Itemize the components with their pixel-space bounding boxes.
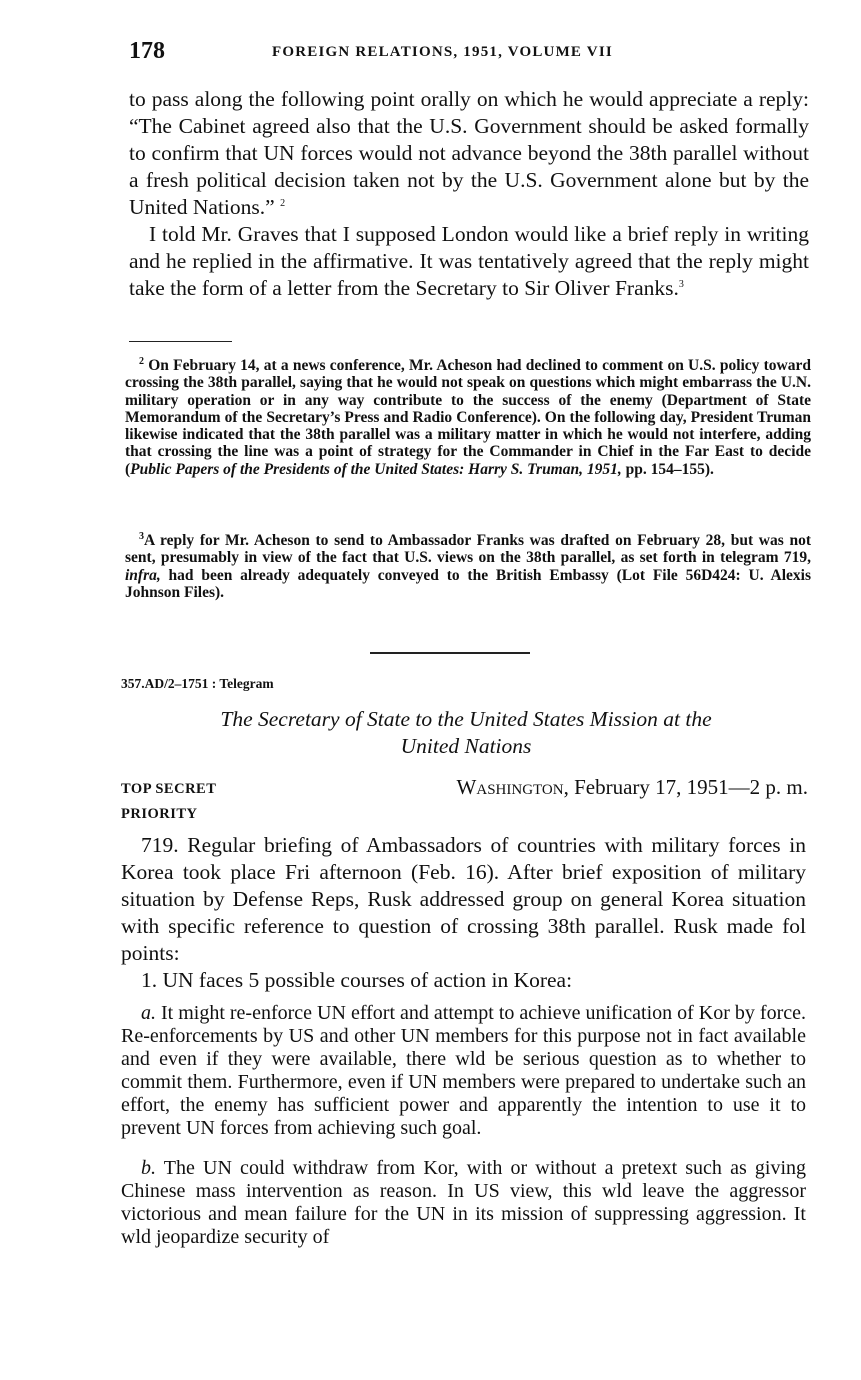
paragraph-graves: I told Mr. Graves that I supposed London would like a brief reply in writing and he replied in the affirmative. It was tentatively agreed that the reply might take the form of a letter from the Secretary to Sir Oliver Franks.$^3$ <box>129 222 809 300</box>
footnote-ref-3: 3 <box>678 278 684 290</box>
point-1: 1. UN faces 5 possible courses of action in Korea: <box>141 968 573 992</box>
section-divider <box>370 652 530 654</box>
footnote-2: $^2$ On February 14, at a news conference, Mr. Acheson had declined to comment on U.S. policy toward crossing the 38th parallel, saying that he would not speak on questions which might embarrass the U.N. military operation or in any way contribute to the success of the enemy (Department of State Memorandum of the Secretary’s Press and Radio Conference). On the following day, President Truman likewise indicated that the 38th parallel was a military matter in which he would not interfere, adding that crossing the line was a point of strategy for the Commander in Chief in the Far East to decide (Public Papers of the Presidents of the United States: Harry S. Truman, 1951, pp. 154–155). <box>125 355 811 478</box>
dateline <box>408 775 808 800</box>
document-title: The Secretary of State to the United States Mission at the United Nations <box>220 707 712 758</box>
footnote-divider <box>129 341 232 342</box>
file-number: 357.AD/2–1751 : Telegram <box>121 676 274 691</box>
paragraph-continued: to pass along the following point orally on which he would appreciate a reply: “The Cabinet agreed also that the U.S. Government should be asked formally to confirm that UN forces would not advance beyond the 38th parallel without a fresh political decision taken not by the U.S. Government alone but by the United Nations.” $^2$ <box>129 87 809 219</box>
telegram-paragraph-719: 719. Regular briefing of Ambassadors of countries with military forces in Korea took place Fri afternoon (Feb. 16). After brief exposition of military situation by Defense Reps, Rusk addressed group on general Korea situation with specific reference to question of crossing 38th parallel. Rusk made fol points: <box>121 833 806 965</box>
dateline-place: Washington, <box>456 775 569 799</box>
footnote-3: $^3$A reply for Mr. Acheson to send to Ambassador Franks was drafted on February 28, but was not sent, presumably in view of the fact that U.S. views on the 38th parallel, as set forth in telegram 719, infra, had been already adequately conveyed to the British Embassy (Lot File 56D424: U. Alexis Johnson Files). <box>125 530 811 601</box>
running-title: FOREIGN RELATIONS, 1951, VOLUME VII <box>272 44 613 60</box>
dateline-date: February 17, 1951—2 p. m. <box>568 775 808 799</box>
point-b: b. The UN could withdraw from Kor, with or without a pretext such as giving Chinese mass intervention as reason. In US view, this wld leave the aggressor victorious and mean failure for the UN in its mission of suppressing aggression. It wld jeopardize security of <box>121 1157 806 1248</box>
footnote-ref-2: 2 <box>280 197 286 209</box>
classification: TOP SECRET <box>121 781 217 797</box>
point-a: a. It might re-enforce UN effort and attempt to achieve unification of Kor by force. Re-enforcements by US and other UN members for this purpose not in fact available and even if they were available, there wld be serious question as to whether to commit them. Furthermore, even if UN members were prepared to undertake such an effort, the enemy has sufficient power and apparently the intention to use it to prevent UN forces from achieving such goal. <box>121 1002 806 1139</box>
page-header <box>129 38 809 68</box>
page-number: 178 <box>129 38 165 64</box>
precedence: PRIORITY <box>121 806 198 822</box>
